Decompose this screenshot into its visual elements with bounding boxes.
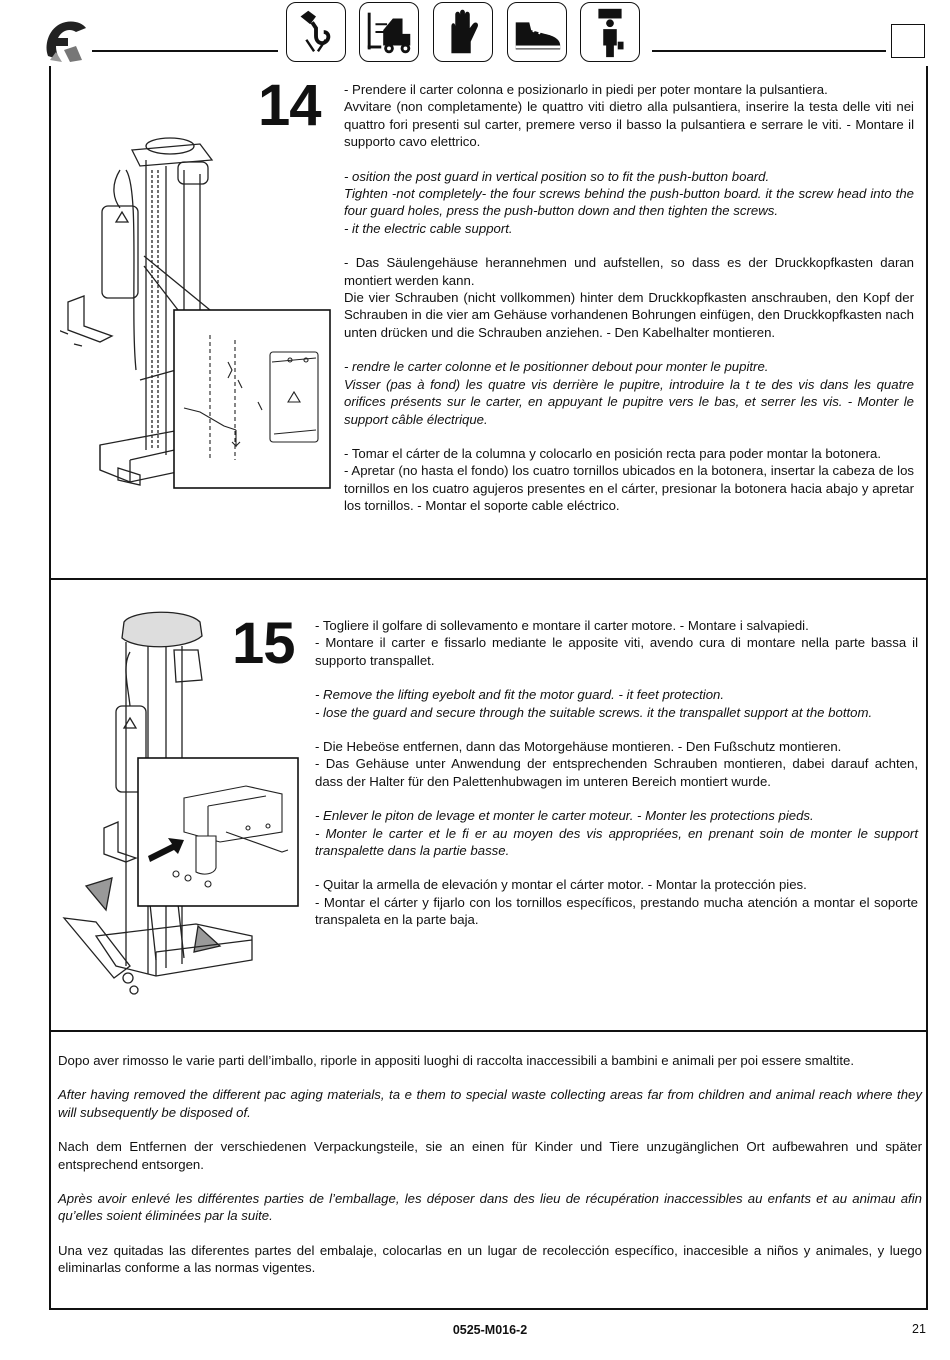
text-line: Avvitare (non completamente) le quattro viti dietro alla pulsantiera, inserire la testa delle viti nei quattro fori presenti sul carter, premere verso il basso la pulsantiera e serrare le viti. - Montare il supporto cavo elettrico.: [344, 99, 914, 150]
step-14-paragraph-es: [344, 445, 914, 515]
text-line: Tighten -not completely- the four screws behind the push-button board. it the screw head into the four guard holes, press the push-button down and then tighten the screws.: [344, 186, 914, 219]
lifting-hook-icon: [286, 2, 346, 62]
text-line: - Das Gehäuse unter Anwendung der entsprechenden Schrauben montieren, dabei darauf achten, dass der Halter für den Palettenhubwagen im unteren Bereich montiert wurde.: [315, 756, 918, 789]
step-14-instructions: [344, 81, 914, 515]
text-line: Die vier Schrauben (nicht vollkommen) hinter dem Druckkopfkasten anschrauben, den Kopf der Schrauben in die vier am Gehäuse vorhandenen Bohrungen einfügen, den Druckkopfkasten nach unten drücken und die Schrauben anziehen. - Den Kabelhalter montieren.: [344, 290, 914, 340]
document-code: 0525-M016-2: [452, 1323, 528, 1337]
frame-right-border: [926, 66, 928, 1310]
section-divider-2: [49, 1030, 928, 1032]
header-rule-right: [652, 50, 886, 52]
step-14-number: 14: [258, 73, 321, 138]
step-14-paragraph-fr: [344, 358, 914, 428]
text-line: Visser (pas à fond) les quatre vis derrière le pupitre, introduire la t te des vis dans les quatre orifices présents sur le carter, en appuyant le pupitre vers le bas, et serrer les vis. - Monter le support câble électrique.: [344, 376, 914, 427]
section-divider-1: [49, 578, 928, 580]
frame-left-border: [49, 66, 51, 1310]
corner-box: [891, 24, 925, 58]
disposal-paragraph-es: Una vez quitadas las diferentes partes del embalaje, colocarlas en un lugar de recolección específico, inaccesible a niños y animales, y luego eliminarlas conforme a las normas vigentes.: [58, 1242, 922, 1276]
disposal-paragraph-fr: Après avoir enlevé les différentes parties de l’emballage, les déposer dans des lieu de récupération inaccessibles au enfants et au animau afin qu’elles soient éliminées par la suite.: [58, 1191, 922, 1224]
disposal-paragraph-it: Dopo aver rimosso le varie parti dell’imballo, riporle in appositi luoghi di raccolta inaccessibili a bambini e animali per poi essere smaltite.: [58, 1053, 855, 1068]
text-line: - osition the post guard in vertical position so to fit the push-button board.: [344, 168, 770, 184]
text-line: - lose the guard and secure through the suitable screws. it the transpallet support at the bottom.: [315, 704, 873, 720]
text-line: - Quitar la armella de elevación y montar el cárter motor. - Montar la protección pies.: [315, 877, 807, 893]
text-line: - Das Säulengehäuse herannehmen und aufstellen, so dass es der Druckkopfkasten daran montiert werden kann.: [344, 255, 914, 288]
operator-icon: [580, 2, 640, 62]
section-divider-bottom: [49, 1308, 928, 1310]
text-line: - Togliere il golfare di sollevamento e montare il carter motore. - Montare i salvapiedi.: [315, 618, 809, 633]
text-line: - Remove the lifting eyebolt and fit the motor guard. - it feet protection.: [315, 687, 725, 703]
text-line: - Enlever le piton de levage et monter le carter moteur. - Monter les protections pieds.: [315, 808, 814, 824]
header-rule-left: [92, 50, 278, 52]
brand-logo: [42, 16, 90, 66]
step-15-paragraph-es: [315, 876, 918, 928]
protective-glove-icon: [433, 2, 493, 62]
forklift-icon: [359, 2, 419, 62]
step-14-paragraph-it: [344, 81, 914, 151]
step-14-paragraph-de: [344, 254, 914, 341]
page-number: 21: [912, 1322, 926, 1336]
step-15-paragraph-en: [315, 686, 918, 721]
text-line: - rendre le carter colonne et le positionner debout pour monter le pupitre.: [344, 359, 769, 375]
text-line: - it the electric cable support.: [344, 220, 513, 236]
disposal-paragraph-de: Nach dem Entfernen der verschiedenen Verpackungsteile, sie an einen für Kinder und Tiere unzugänglichen Ort aufbewahren und später entsprechend entsorgen.: [58, 1139, 922, 1172]
step-15-instructions: [315, 617, 918, 929]
safety-shoe-icon: [507, 2, 567, 62]
step-15-paragraph-de: [315, 738, 918, 790]
text-line: - Apretar (no hasta el fondo) los cuatro tornillos ubicados en la botonera, insertar la cabeza de los tornillos en los cuatro agujeros presentes en el cárter, presionar la botonera hacia abajo y apretar los tornillos. - Montar el soporte cable eléctrico.: [344, 463, 914, 514]
text-line: - Montare il carter e fissarlo mediante le apposite viti, avendo cura di montare nella parte bassa il supporto transpallet.: [315, 635, 918, 668]
text-line: - Montar el cárter y fijarlo con los tornillos específicos, prestando mucha atención a montar el soporte transpaleta en la parte baja.: [315, 894, 918, 928]
packaging-disposal-note: [58, 1052, 922, 1277]
step-14-illustration: [60, 130, 335, 495]
step-15-paragraph-fr: [315, 807, 918, 859]
text-line: - Tomar el cárter de la columna y colocarlo en posición recta para poder montar la botonera.: [344, 445, 882, 461]
text-line: - Die Hebeöse entfernen, dann das Motorgehäuse montieren. - Den Fußschutz montieren.: [315, 739, 842, 755]
step-15-number: 15: [232, 611, 295, 676]
disposal-paragraph-en: After having removed the different pac aging materials, ta e them to special waste collecting areas far from children and animal reach where they will subsequently be disposed of.: [58, 1087, 922, 1120]
text-line: - Monter le carter et le fi er au moyen des vis appropriées, en prenant soin de monter le support transpalette dans la partie basse.: [315, 825, 918, 859]
step-14-paragraph-en: [344, 168, 914, 238]
step-15-paragraph-it: [315, 617, 918, 669]
text-line: - Prendere il carter colonna e posizionarlo in piedi per poter montare la pulsantiera.: [344, 82, 828, 97]
